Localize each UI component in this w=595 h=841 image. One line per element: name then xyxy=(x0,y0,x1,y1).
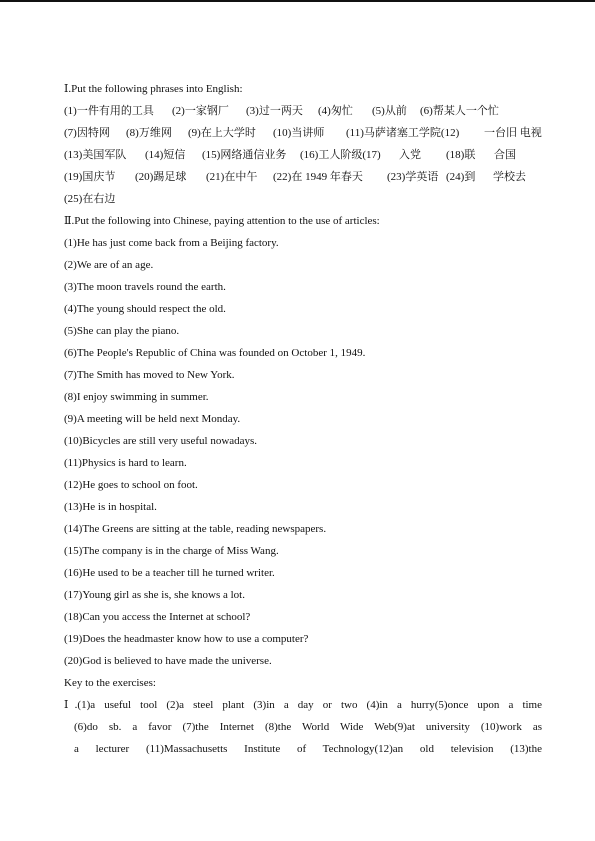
phrase-item: 入党 xyxy=(399,149,421,161)
phrase-item: 合国 xyxy=(494,149,516,161)
phrase-row xyxy=(64,144,542,166)
phrase-item: (4)匆忙 xyxy=(318,105,353,117)
sentence-item: (5)She can play the piano. xyxy=(64,325,180,337)
sentence-item: (16)He used to be a teacher till he turned writer. xyxy=(64,567,275,579)
phrase-row xyxy=(64,188,542,210)
phrase-item: (25)在右边 xyxy=(64,193,116,205)
phrase-item: (11)马萨诸塞工学院(12) xyxy=(346,127,460,139)
section1-heading: Ⅰ.Put the following phrases into English: xyxy=(64,83,243,95)
sentence-item: (14)The Greens are sitting at the table, reading newspapers. xyxy=(64,523,327,535)
phrase-item: (19)国庆节 xyxy=(64,171,116,183)
phrase-row xyxy=(64,122,542,144)
phrase-item: (23)学英语 xyxy=(387,171,439,183)
phrase-item: (2)一家钢厂 xyxy=(172,105,229,117)
sentence-item: (2)We are of an age. xyxy=(64,259,154,271)
sentence-item: (9)A meeting will be held next Monday. xyxy=(64,413,241,425)
phrase-item: (7)因特网 xyxy=(64,127,110,139)
phrase-item: 一台旧 电视 xyxy=(484,127,542,139)
phrase-item: (1)一件有用的工具 xyxy=(64,105,154,117)
phrase-item: (10)当讲师 xyxy=(273,127,325,139)
phrase-item: (6)帮某人一个忙 xyxy=(420,105,499,117)
phrase-item: (9)在上大学时 xyxy=(188,127,256,139)
key-line: Ⅰ.(1)a useful tool (2)a steel plant (3)in a day or two (4)in a hurry(5)once upon a time xyxy=(64,699,542,711)
key-line: (6)do sb. a favor (7)the Internet (8)the World Wide Web(9)at university (10)work as xyxy=(74,721,542,733)
sentence-item: (3)The moon travels round the earth. xyxy=(64,281,226,293)
sentence-item: (15)The company is in the charge of Miss Wang. xyxy=(64,545,279,557)
sentence-item: (11)Physics is hard to learn. xyxy=(64,457,187,469)
phrase-item: (21)在中午 xyxy=(206,171,258,183)
sentence-item: (4)The young should respect the old. xyxy=(64,303,226,315)
phrase-item: (15)网络通信业务 xyxy=(202,149,287,161)
sentence-item: (12)He goes to school on foot. xyxy=(64,479,198,491)
sentence-item: (13)He is in hospital. xyxy=(64,501,157,513)
sentence-item: (6)The People's Republic of China was founded on October 1, 1949. xyxy=(64,347,366,359)
phrase-item: (22)在 1949 年春天 xyxy=(273,171,363,183)
key-heading: Key to the exercises: xyxy=(64,677,156,689)
phrase-item: (20)踢足球 xyxy=(135,171,187,183)
sentence-item: (20)God is believed to have made the universe. xyxy=(64,655,272,667)
sentence-item: (1)He has just come back from a Beijing factory. xyxy=(64,237,279,249)
phrase-item: (8)万维网 xyxy=(126,127,172,139)
phrase-item: (16)工人阶级(17) xyxy=(300,149,381,161)
phrase-item: (24)到 xyxy=(446,171,476,183)
phrase-row xyxy=(64,166,542,188)
phrase-item: (13)美国军队 xyxy=(64,149,127,161)
sentence-item: (10)Bicycles are still very useful nowadays. xyxy=(64,435,258,447)
phrase-item: (18)联 xyxy=(446,149,476,161)
phrase-item: (14)短信 xyxy=(145,149,186,161)
sentence-item: (8)I enjoy swimming in summer. xyxy=(64,391,209,403)
sentence-item: (19)Does the headmaster know how to use a computer? xyxy=(64,633,309,645)
phrase-item: 学校去 xyxy=(493,171,526,183)
sentence-item: (7)The Smith has moved to New York. xyxy=(64,369,235,381)
phrase-row xyxy=(64,100,542,122)
top-rule xyxy=(0,0,595,2)
phrase-item: (3)过一两天 xyxy=(246,105,303,117)
section2-heading: Ⅱ.Put the following into Chinese, paying attention to the use of articles: xyxy=(64,215,380,227)
document-page xyxy=(64,78,542,760)
key-line: a lecturer (11)Massachusetts Institute of Technology(12)an old television (13)the xyxy=(74,743,542,755)
sentence-item: (17)Young girl as she is, she knows a lot. xyxy=(64,589,245,601)
phrase-item: (5)从前 xyxy=(372,105,407,117)
sentence-item: (18)Can you access the Internet at school? xyxy=(64,611,251,623)
